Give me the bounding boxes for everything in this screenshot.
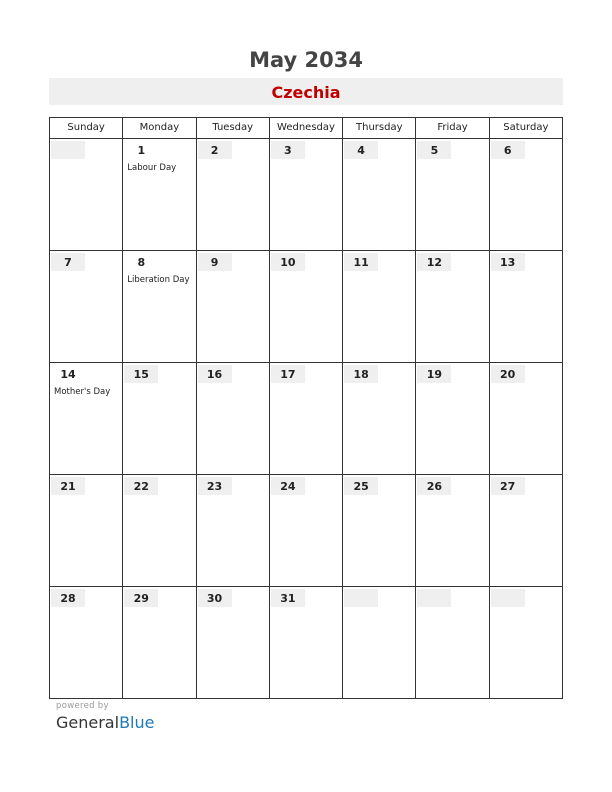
day-number: 4	[344, 141, 378, 159]
day-cell	[50, 587, 123, 699]
weekday-header-row	[50, 118, 563, 139]
week-row	[50, 475, 563, 587]
week-row	[50, 251, 563, 363]
calendar-title: May 2034	[249, 48, 363, 72]
day-cell	[123, 587, 196, 699]
day-number: 25	[344, 477, 378, 495]
day-number: 3	[271, 141, 305, 159]
day-cell	[416, 587, 489, 699]
day-cell	[196, 475, 269, 587]
day-number: 6	[491, 141, 525, 159]
day-cell	[269, 139, 342, 251]
day-number: 17	[271, 365, 305, 383]
day-cell	[123, 251, 196, 363]
brand-blue-text: Blue	[119, 713, 155, 732]
holiday-label: Liberation Day	[127, 275, 190, 285]
day-cell	[50, 251, 123, 363]
day-cell	[343, 363, 416, 475]
country-banner	[49, 78, 563, 105]
day-cell	[196, 363, 269, 475]
day-cell	[343, 251, 416, 363]
powered-by-label: powered by	[56, 701, 109, 711]
day-cell	[269, 587, 342, 699]
day-cell	[50, 475, 123, 587]
day-number: 14	[60, 368, 76, 381]
day-cell	[196, 251, 269, 363]
holiday-label: Labour Day	[127, 163, 177, 173]
week-row	[50, 139, 563, 251]
day-number: 8	[137, 256, 146, 269]
day-number: 27	[491, 477, 525, 495]
day-cell	[269, 363, 342, 475]
day-number: 11	[344, 253, 378, 271]
day-number: 29	[124, 589, 158, 607]
day-cell	[343, 139, 416, 251]
day-cell	[489, 587, 562, 699]
day-cell	[416, 475, 489, 587]
holiday-label: Mother's Day	[54, 387, 111, 397]
day-number: 9	[198, 253, 232, 271]
day-number: 10	[271, 253, 305, 271]
day-number: 19	[417, 365, 451, 383]
day-number: 22	[124, 477, 158, 495]
day-cell	[269, 251, 342, 363]
day-number	[51, 141, 85, 159]
day-cell	[416, 363, 489, 475]
day-number	[417, 589, 451, 607]
weekday-header: Friday	[416, 118, 489, 139]
weekday-header: Wednesday	[269, 118, 342, 139]
day-number: 26	[417, 477, 451, 495]
weekday-header: Monday	[123, 118, 196, 139]
weekday-header: Saturday	[489, 118, 562, 139]
week-row	[50, 587, 563, 699]
footer-branding	[56, 701, 154, 732]
day-number: 21	[51, 477, 85, 495]
day-number: 31	[271, 589, 305, 607]
weekday-header: Sunday	[50, 118, 123, 139]
day-cell	[343, 587, 416, 699]
day-number: 12	[417, 253, 451, 271]
day-number: 13	[491, 253, 525, 271]
day-number: 24	[271, 477, 305, 495]
day-cell	[196, 139, 269, 251]
day-number	[344, 589, 378, 607]
day-number: 2	[198, 141, 232, 159]
day-cell	[489, 363, 562, 475]
day-number: 5	[417, 141, 451, 159]
day-cell	[489, 475, 562, 587]
day-cell	[50, 139, 123, 251]
brand-logo	[56, 713, 154, 732]
day-number: 16	[198, 365, 232, 383]
day-number: 7	[51, 253, 85, 271]
day-cell	[416, 251, 489, 363]
weekday-header: Thursday	[343, 118, 416, 139]
country-name: Czechia	[271, 83, 341, 102]
day-number: 15	[124, 365, 158, 383]
day-number: 1	[137, 144, 146, 157]
day-cell	[123, 475, 196, 587]
week-row	[50, 363, 563, 475]
day-number: 28	[51, 589, 85, 607]
day-cell	[489, 139, 562, 251]
calendar-grid	[49, 117, 563, 699]
weekday-header: Tuesday	[196, 118, 269, 139]
day-number: 20	[491, 365, 525, 383]
day-cell	[50, 363, 123, 475]
day-number: 23	[198, 477, 232, 495]
brand-general-text: General	[56, 713, 120, 732]
day-cell	[123, 363, 196, 475]
day-cell	[196, 587, 269, 699]
day-number	[491, 589, 525, 607]
day-cell	[489, 251, 562, 363]
day-cell	[269, 475, 342, 587]
day-number: 18	[344, 365, 378, 383]
day-cell	[343, 475, 416, 587]
day-cell	[416, 139, 489, 251]
day-cell	[123, 139, 196, 251]
day-number: 30	[198, 589, 232, 607]
